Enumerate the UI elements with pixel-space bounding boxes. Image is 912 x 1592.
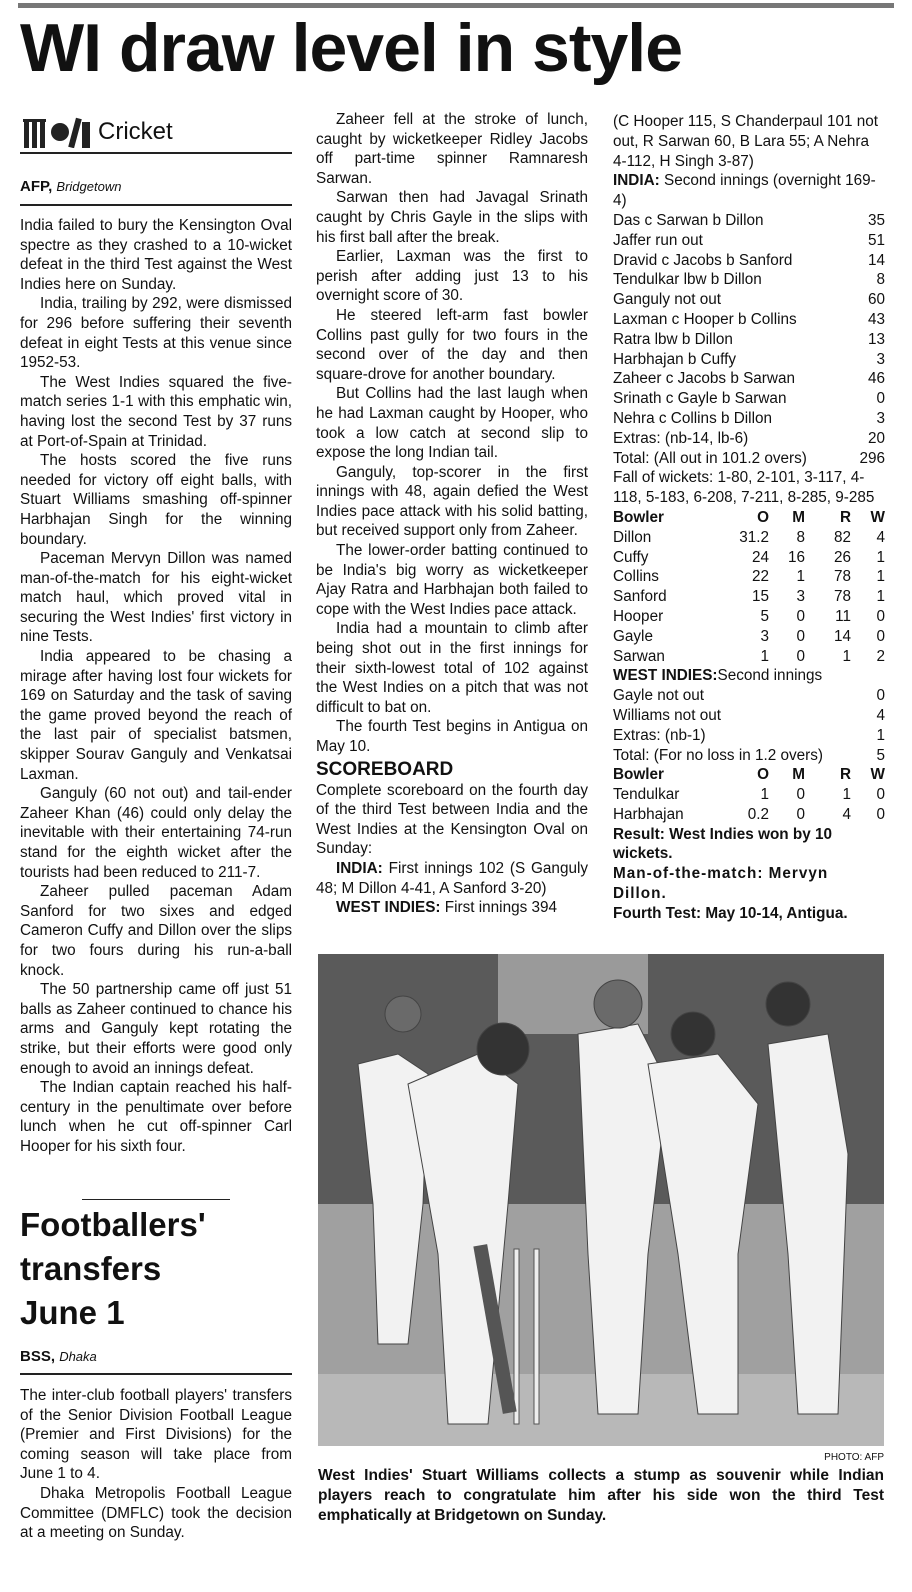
bowler-name: Cuffy [613,548,649,566]
india-bowling-list [613,785,885,825]
headline-line: transfers [20,1250,162,1287]
batting-row [613,290,885,310]
bowling-figure: 1 [760,647,769,665]
bowler-name: Sarwan [613,647,665,665]
scoreboard-intro: Complete scoreboard on the fourth day of the third Test between India and the West Indies at the Kensington Oval on Sunday: [316,781,588,858]
india-batting-list [613,211,885,468]
bowling-figure: 1 [796,568,805,586]
cricket-logo-icon [22,112,92,148]
paragraph: The lower-order batting continued to be India's big worry as wicketkeeper Ajay Ratra and Harbhajan both failed to cope with the West Indies pace attack. [316,542,588,618]
bowling-row [613,607,885,627]
batting-row [613,409,885,429]
batsman-entry: Nehra c Collins b Dillon [613,409,772,427]
bowling-figure: 0 [876,786,885,804]
bowling-figure: 78 [833,588,851,606]
bowling-row [613,548,885,568]
bowling-header [613,508,885,528]
paragraph: The West Indies squared the five-match series 1-1 with this emphatic win, having lost the second Test by 37 runs at Port-of-Spain at Trinidad. [20,373,292,450]
bowler-name: Harbhajan [613,805,684,823]
batting-row [613,231,885,251]
bowling-figure: 1 [842,786,851,804]
batsman-entry: Williams not out [613,706,721,724]
bowling-figure: 26 [833,548,851,566]
paragraph: The inter-club football players' transfers of the Senior Division Football League (Premier and First Divisions) for the coming season will take place from June 1 to 4. [20,1387,292,1483]
team-label: INDIA: [336,859,383,877]
bowling-figure: 0.2 [747,805,769,823]
runs-value: 43 [867,310,885,328]
top-rule [18,3,894,8]
runs-value: 0 [876,687,885,705]
batting-row [613,369,885,389]
paragraph: Zaheer pulled paceman Adam Sanford for two sixes and edged Cameron Cuffy and Dillon over the slips for two fours during his run-a-ball knock. [20,883,292,979]
batsman-entry: Zaheer c Jacobs b Sarwan [613,370,795,388]
bowling-figure: 24 [751,548,769,566]
batsman-entry: Tendulkar lbw b Dillon [613,271,762,289]
section-header [20,112,292,154]
section-name: Cricket [98,118,173,145]
batting-row [613,251,885,271]
batsman-entry: Laxman c Hooper b Collins [613,310,797,328]
paragraph: Ganguly, top-scorer in the first innings with 48, again defied the West Indies pace attack with his solid batting, but received support only from Zaheer. [316,463,588,540]
paragraph: The Indian captain reached his half-century in the penultimate over before lunch when he cut off-spinner Carl Hooper for his sixth four. [20,1079,292,1155]
bowling-figure: 0 [876,607,885,625]
batting-row [613,350,885,370]
byline-agency: BSS, [20,1348,56,1365]
second-story-body [20,1386,292,1543]
batsman-entry: Jaffer run out [613,231,703,249]
bowling-figure: 1 [876,588,885,606]
photo-credit: PHOTO: AFP [824,1452,884,1463]
bowling-row [613,805,885,825]
header-cell: Bowler [613,766,664,784]
batting-row [613,706,885,726]
batting-row [613,726,885,746]
main-story-column-1 [20,216,292,1157]
bowling-figure: 0 [876,805,885,823]
second-headline [20,1203,206,1335]
bowling-row [613,567,885,587]
innings-text: First innings 394 [444,899,558,917]
header-cell: R [839,508,851,526]
bowling-figure: 1 [760,786,769,804]
runs-value: 60 [867,291,885,309]
bowling-row [613,528,885,548]
bowling-figure: 0 [796,805,805,823]
scoreboard-column [613,112,885,924]
byline-rule [20,204,292,206]
header-cell: M [792,508,805,526]
batting-row [613,389,885,409]
paragraph: Dhaka Metropolis Football League Committee (DMFLC) took the decision at a meeting on Sunday. [20,1484,292,1542]
batting-row [613,746,885,766]
paragraph: Ganguly (60 not out) and tail-ender Zaheer Khan (46) could only delay the inevitable with their entertaining 74-run stand for the eighth wicket after the tourists had been reduced to 211-7. [20,785,292,881]
innings-text: Second innings (overnight 169-4) [613,172,876,210]
wi-bowling-list [613,528,885,667]
bowling-row [613,785,885,805]
runs-value: 5 [876,746,885,764]
bowling-header [613,765,885,785]
runs-value: 46 [867,370,885,388]
innings-text: First innings 102 (S Ganguly 48; M Dillon 4-41, A Sanford 3-20) [316,859,589,897]
page-headline: WI draw level in style [20,10,683,86]
batsman-entry: Srinath c Gayle b Sarwan [613,390,787,408]
header-cell: W [870,508,885,526]
bowler-name: Gayle [613,627,653,645]
main-byline [20,178,121,195]
paragraph: Earlier, Laxman was the first to perish after adding just 13 to his overnight score of 30. [316,248,588,305]
runs-value: 4 [876,706,885,724]
runs-value: 13 [867,330,885,348]
bowling-figure: 0 [796,786,805,804]
bowling-figure: 0 [796,647,805,665]
india-first-innings [316,859,588,898]
batting-row [613,330,885,350]
second-byline [20,1348,97,1365]
bowling-figure: 1 [876,568,885,586]
batting-row [613,449,885,469]
header-cell: O [757,766,769,784]
paragraph: India had a mountain to climb after being shot out in the first innings for their sixth-lowest total of 102 against the West Indies on a pitch that was not difficult to bat on. [316,620,588,716]
cricket-players-photo [318,954,884,1446]
header-cell: M [792,766,805,784]
paragraph: Paceman Mervyn Dillon was named man-of-the-match for his eight-wicket match haul, which proved vital in securing the West Indies' first victory in nine Tests. [20,550,292,646]
man-of-the-match: Man-of-the-match: Mervyn Dillon. [613,865,829,903]
runs-value: 3 [876,350,885,368]
match-photo [318,954,884,1446]
paragraph: The 50 partnership came off just 51 balls as Zaheer continued to chance his arms and Ganguly kept rotating the strike, but their efforts were good only enough to avoid an innings defeat. [20,981,292,1077]
fourth-test-date: Fourth Test: May 10-14, Antigua. [613,904,848,922]
team-label: WEST INDIES: [613,667,718,685]
wi-batting-list [613,686,885,765]
bowling-figure: 16 [787,548,805,566]
paragraph: He steered left-arm fast bowler Collins past gully for two fours in the second over of the day and then square-drove for another boundary. [316,306,588,383]
bowling-row [613,587,885,607]
wi-first-innings [316,898,588,918]
bowling-figure: 15 [751,588,769,606]
india-second-innings-head [613,171,885,211]
bowling-row [613,647,885,667]
bowling-figure: 0 [876,627,885,645]
bowling-figure: 1 [876,548,885,566]
byline-place: Dhaka [59,1349,97,1364]
bowler-name: Dillon [613,528,652,546]
bowling-figure: 3 [760,627,769,645]
bowler-name: Hooper [613,607,664,625]
main-story-column-2 [316,110,588,918]
fall-of-wickets: Fall of wickets: 1-80, 2-101, 3-117, 4-118, 5-183, 6-208, 7-211, 8-285, 9-285 [613,469,875,507]
batsman-entry: Das c Sarwan b Dillon [613,211,764,229]
bowling-figure: 11 [835,607,851,625]
paragraph: India appeared to be chasing a mirage after having lost four wickets for 169 on Saturday and the task of saving the game proved beyond the reach of the last pair of specialist batsmen, skipper Sourav Ganguly and Venkatsai Laxman. [20,648,292,783]
story-divider [82,1199,230,1200]
byline-rule [20,1373,292,1375]
bowling-figure: 0 [796,627,805,645]
byline-place: Bridgetown [56,179,122,194]
runs-value: 296 [859,449,885,467]
batsman-entry: Extras: (nb-14, lb-6) [613,429,749,447]
wi-first-innings-detail: (C Hooper 115, S Chanderpaul 101 not out, R Sarwan 60, B Lara 55; A Nehra 4-112, H Singh 3-87) [613,113,879,170]
team-label: WEST INDIES: [336,899,441,917]
bowling-figure: 3 [796,588,805,606]
bowling-figure: 31.2 [739,528,769,546]
bowling-figure: 4 [876,528,885,546]
photo-caption: West Indies' Stuart Williams collects a stump as souvenir while Indian players reach to congratulate him after his side won the third Test emphatically at Bridgetown on Sunday. [318,1467,884,1524]
batsman-entry: Total: (All out in 101.2 overs) [613,449,807,467]
bowler-name: Collins [613,568,659,586]
batsman-entry: Ganguly not out [613,291,722,309]
bowling-figure: 82 [833,528,851,546]
runs-value: 3 [876,409,885,427]
bowler-name: Sanford [613,588,667,606]
runs-value: 0 [876,390,885,408]
runs-value: 20 [867,429,885,447]
team-label: INDIA: [613,172,660,190]
batting-row [613,429,885,449]
batting-row [613,310,885,330]
runs-value: 14 [867,251,885,269]
bowling-figure: 5 [760,607,769,625]
paragraph: India failed to bury the Kensington Oval spectre as they crashed to a 10-wicket defeat in the third Test against the West Indies here on Sunday. [20,217,292,293]
bowling-figure: 1 [842,647,851,665]
batsman-entry: Extras: (nb-1) [613,726,706,744]
bowling-figure: 78 [833,568,851,586]
header-cell: R [839,766,851,784]
runs-value: 51 [867,231,885,249]
bowling-figure: 8 [796,528,805,546]
bowler-name: Tendulkar [613,786,680,804]
bowling-figure: 2 [876,647,885,665]
bowling-figure: 4 [842,805,851,823]
bowling-figure: 14 [833,627,851,645]
paragraph: The fourth Test begins in Antigua on May 10. [316,718,588,755]
wi-second-innings-head [613,666,885,686]
batsman-entry: Ratra lbw b Dillon [613,330,733,348]
batsman-entry: Gayle not out [613,687,704,705]
innings-text: Second innings [717,667,823,685]
paragraph: Sarwan then had Javagal Srinath caught by Chris Gayle in the slips with his first ball after the break. [316,189,588,246]
header-cell: W [870,766,885,784]
paragraph: Zaheer fell at the stroke of lunch, caught by wicketkeeper Ridley Jacobs off part-time spinner Ramnaresh Sarwan. [316,111,588,187]
header-cell: Bowler [613,508,664,526]
headline-line: June 1 [20,1294,125,1331]
bowling-figure: 22 [751,568,769,586]
paragraph: The hosts scored the five runs needed for victory off eight balls, with Stuart Williams smashing off-spinner Harbhajan Singh for the winning boundary. [20,452,292,548]
batting-row [613,270,885,290]
match-result: Result: West Indies won by 10 wickets. [613,825,833,863]
runs-value: 35 [867,211,885,229]
runs-value: 8 [876,271,885,289]
bowling-row [613,627,885,647]
scoreboard-title: SCOREBOARD [316,758,454,780]
header-cell: O [757,508,769,526]
batting-row [613,686,885,706]
batsman-entry: Dravid c Jacobs b Sanford [613,251,793,269]
headline-line: Footballers' [20,1206,206,1243]
batsman-entry: Harbhajan b Cuffy [613,350,737,368]
bowling-figure: 0 [796,607,805,625]
runs-value: 1 [876,726,885,744]
paragraph: But Collins had the last laugh when he had Laxman caught by Hooper, who took a low catch at second slip to expose the long Indian tail. [316,385,588,462]
batsman-entry: Total: (For no loss in 1.2 overs) [613,746,823,764]
batting-row [613,211,885,231]
byline-agency: AFP, [20,178,53,195]
paragraph: India, trailing by 292, were dismissed for 296 before suffering their seventh defeat in eight Tests at this venue since 1952-53. [20,295,292,372]
